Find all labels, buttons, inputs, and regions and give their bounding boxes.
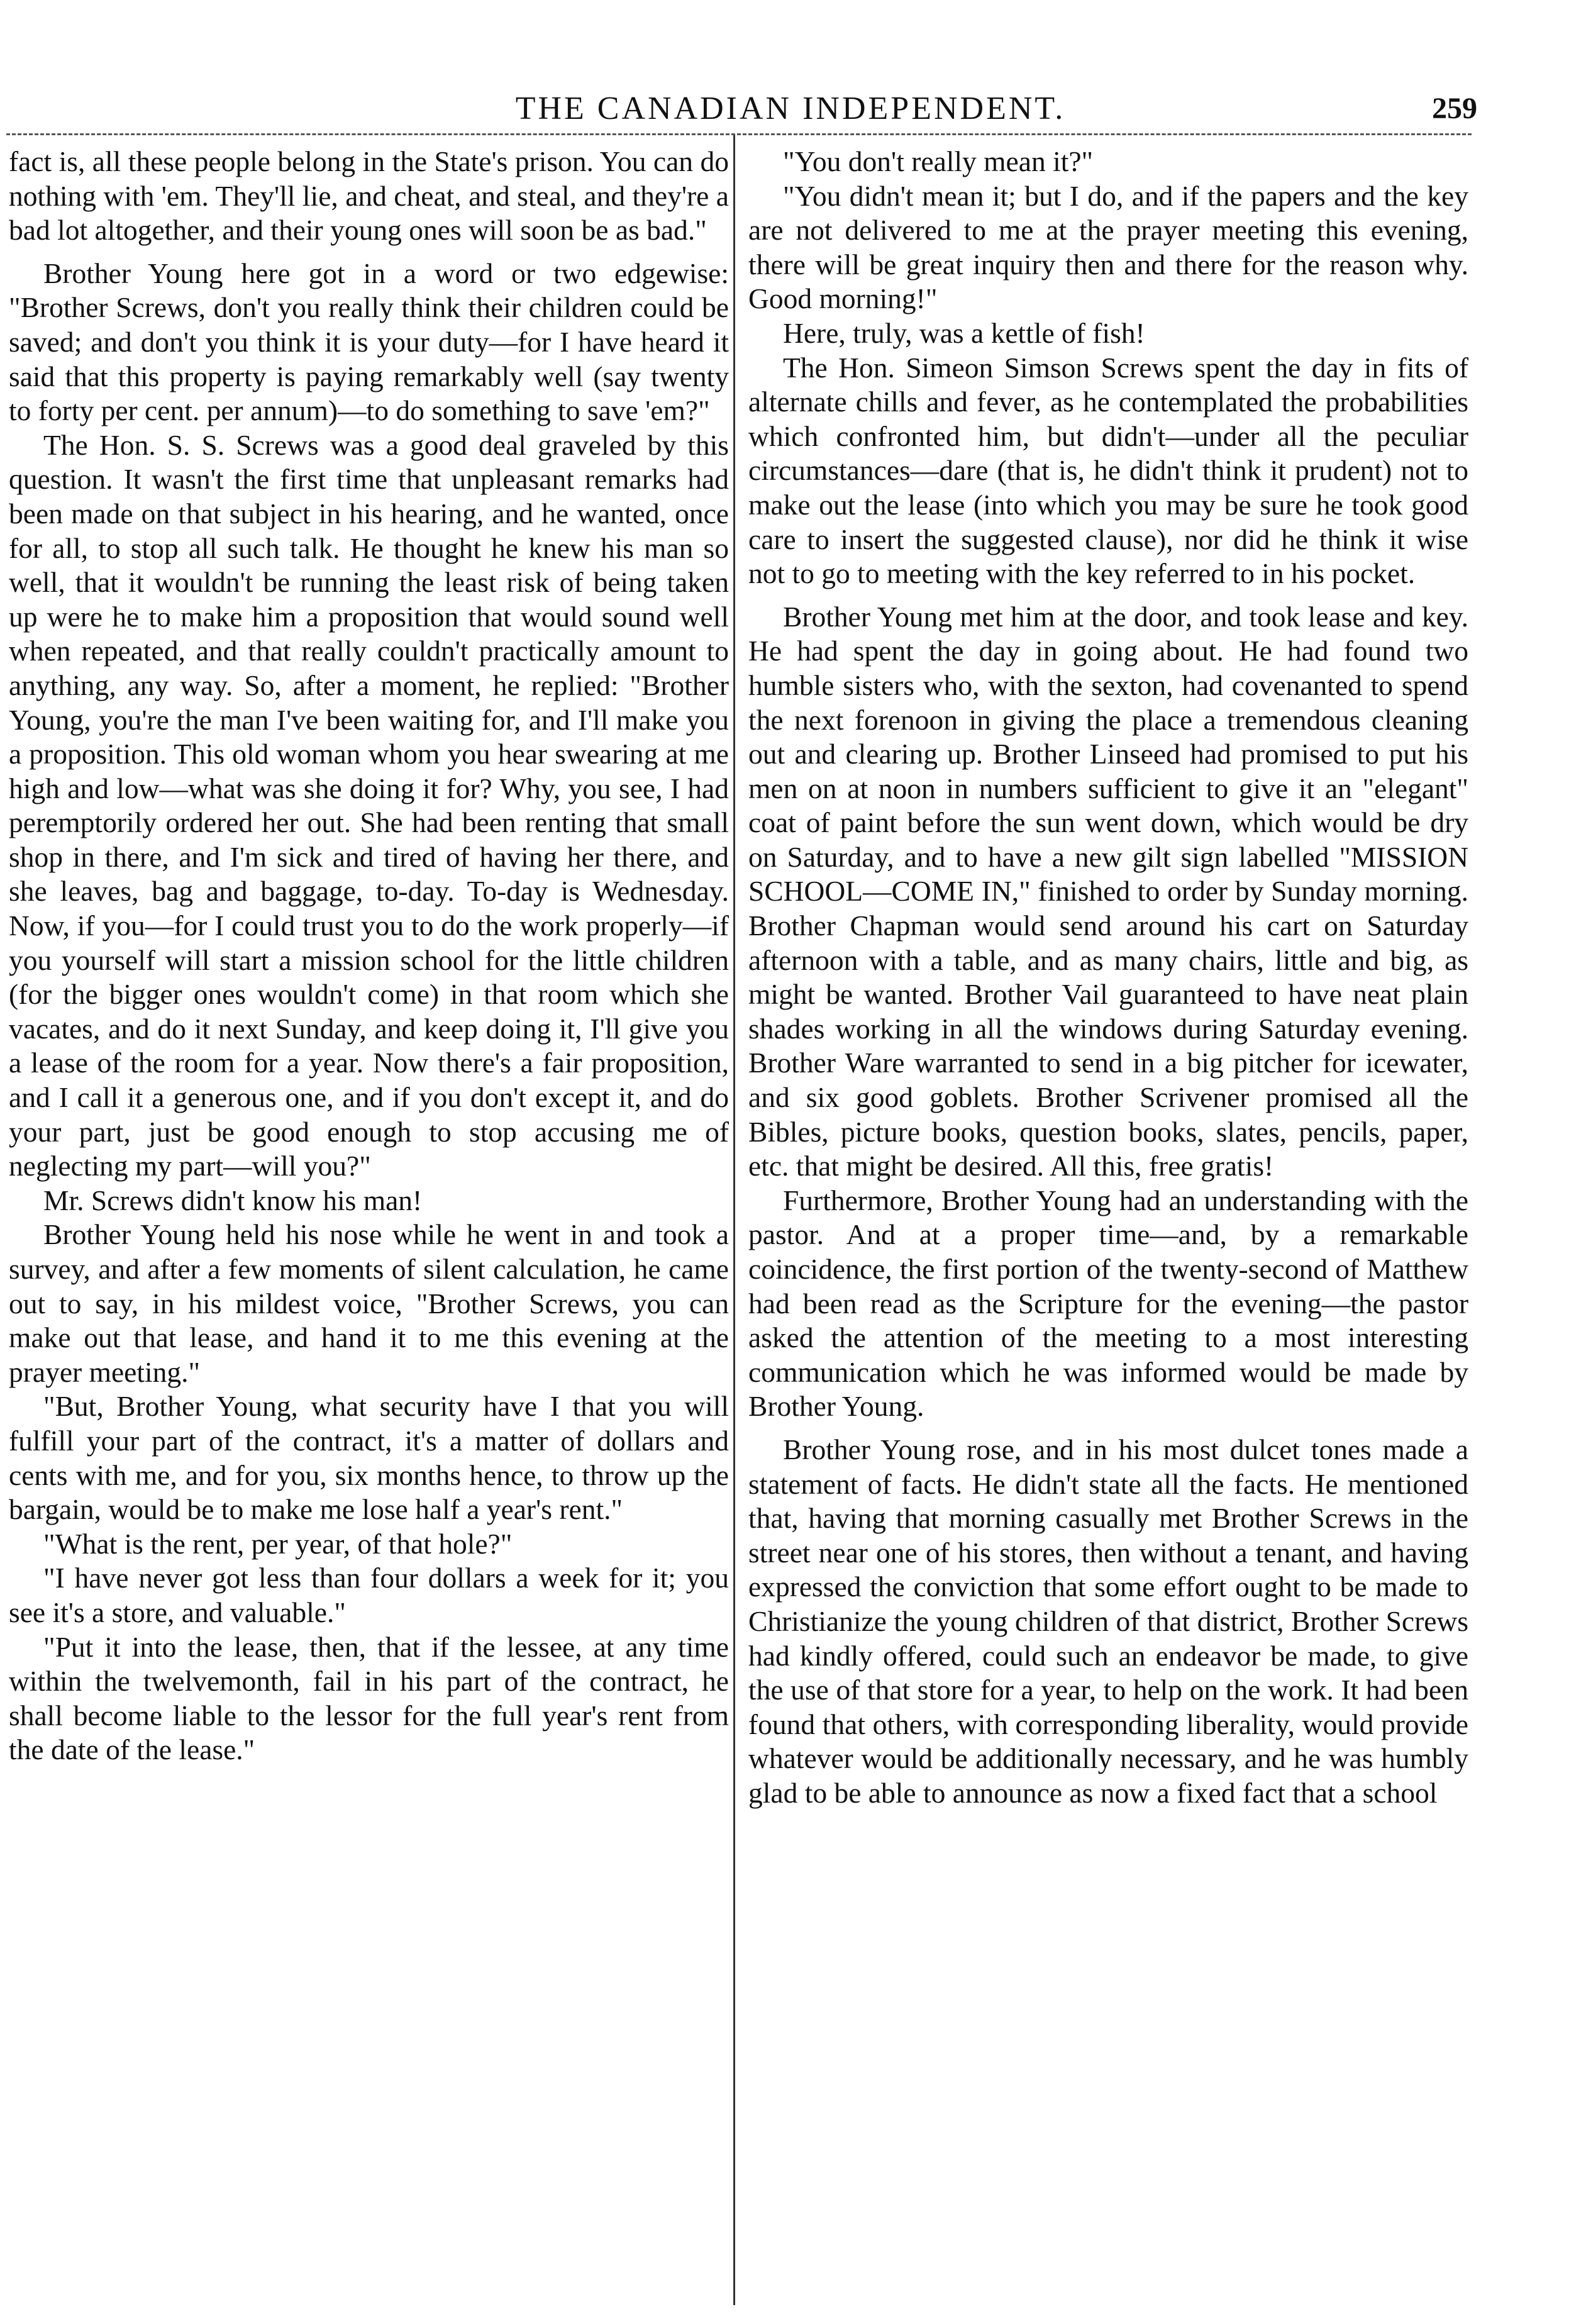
paragraph: Brother Young rose, and in his most dulcet tones made a statement of facts. He didn't state all the facts. He mentioned that, having that morning casually met Brother Screws in the street near one of his stores, then without a tenant, and having expressed the conviction that some effort ought to be made to Christianize the young children of that district, Brother Screws had kindly offered, could such an endeavor be made, to give the use of that store for a year, to help on the work. It had been found that others, with corresponding liberality, would provide whatever would be additionally necessary, and he was humbly glad to be able to announce as now a fixed fact that a school (748, 1433, 1468, 1809)
header-rule (6, 133, 1472, 135)
paragraph: "You didn't mean it; but I do, and if the papers and the key are not delivered to me at the prayer meeting this evening, there will be great inquiry then and there for the reason why. Good morning!" (748, 179, 1468, 315)
paragraph: "What is the rent, per year, of that hole?" (43, 1527, 513, 1560)
paragraph: Brother Young met him at the door, and took lease and key. He had spent the day in going about. He had found two humble sisters who, with the sexton, had covenanted to spend the next forenoon in giving the place a tremendous cleaning out and clearing up. Brother Linseed had promised to put his men on at noon in numbers sufficient to give it an "elegant" coat of paint before the sun went down, which would be dry on Saturday, and to have a new gilt sign labelled "MISSION SCHOOL—COME IN," finished to order by Sunday morning. Brother Chapman would send around his cart on Saturday afternoon with a table, and as many chairs, little and big, as might be wanted. Brother Vail guaranteed to have neat plain shades working in all the windows during Saturday evening. Brother Ware warranted to send in a big pitcher for icewater, and six good goblets. Brother Scrivener promised all the Bibles, picture books, question books, slates, pencils, paper, etc. that might be desired. All this, free gratis! (748, 600, 1468, 1182)
paragraph: Furthermore, Brother Young had an understanding with the pastor. And at a proper time—and, by a remarkable coincidence, the first portion of the twenty-second of Matthew had been read as the Scripture for the evening—the pastor asked the attention of the meeting to a most interesting communication which he was informed would be made by Brother Young. (748, 1184, 1468, 1423)
page-header (0, 87, 1581, 131)
right-column (748, 145, 1468, 2308)
paragraph: "But, Brother Young, what security have I that you will fulfill your part of the contract, it's a matter of dollars and cents with me, and for you, six months hence, to throw up the bargain, would be to make me lose half a year's rent." (9, 1390, 729, 1526)
paragraph: The Hon. Simeon Simson Screws spent the day in fits of alternate chills and fever, as he contemplated the probabilities which confronted him, but didn't—under all the peculiar circumstances—dare (that is, he didn't think it prudent) not to make out the lease (into which you may be sure he took good care to insert the suggested clause), nor did he think it wise not to go to meeting with the key referred to in his pocket. (748, 351, 1468, 590)
running-title: THE CANADIAN INDEPENDENT. (515, 91, 1066, 126)
page-number: 259 (1432, 92, 1477, 125)
paragraph: The Hon. S. S. Screws was a good deal graveled by this question. It wasn't the first time that unpleasant remarks had been made on that subject in his hearing, and he wanted, once for all, to stop all such talk. He thought he knew his man so well, that it wouldn't be running the least risk of being taken up were he to make him a proposition that would sound well when repeated, and that really couldn't practically amount to anything, any way. So, after a moment, he replied: "Brother Young, you're the man I've been waiting for, and I'll make you a proposition. This old woman whom you hear swearing at me high and low—what was she doing it for? Why, you see, I had peremptorily ordered her out. She had been renting that small shop in there, and I'm sick and tired of having her there, and she leaves, bag and baggage, to-day. To-day is Wednesday. Now, if you—for I could trust you to do the work properly—if you yourself will start a mission school for the little children (for the bigger ones wouldn't come) in that room which she vacates, and do it next Sunday, and keep doing it, I'll give you a lease of the room for a year. Now there's a fair proposition, and I call it a generous one, and if you don't except it, and do your part, just be good enough to stop accusing me of neglecting my part—will you?" (9, 428, 729, 1182)
paragraph: "I have never got less than four dollars a week for it; you see it's a store, and valuable." (9, 1562, 729, 1628)
paragraph: fact is, all these people belong in the State's prison. You can do nothing with 'em. They'll lie, and cheat, and steal, and they're a bad lot altogether, and their young ones will soon be as bad." (9, 145, 729, 247)
paragraph: Here, truly, was a kettle of fish! (783, 316, 1145, 349)
paragraph: Mr. Screws didn't know his man! (43, 1184, 423, 1216)
paragraph: Brother Young held his nose while he went in and took a survey, and after a few moments of silent calculation, he came out to say, in his mildest voice, "Brother Screws, you can make out that lease, and hand it to me this evening at the prayer meeting." (9, 1218, 729, 1388)
left-column (9, 145, 729, 2308)
paragraph: "Put it into the lease, then, that if the lessee, at any time within the twelvemonth, fail in his part of the contract, he shall become liable to the lessor for the full year's rent from the date of the lease." (9, 1630, 729, 1766)
column-divider (733, 135, 735, 2305)
paragraph: "You don't really mean it?" (783, 145, 1094, 177)
paragraph: Brother Young here got in a word or two edgewise: "Brother Screws, don't you really think their children could be saved; and don't you think it is your duty—for I have heard it said that this property is paying remarkably well (say twenty to forty per cent. per annum)—to do something to save 'em?" (9, 257, 729, 427)
